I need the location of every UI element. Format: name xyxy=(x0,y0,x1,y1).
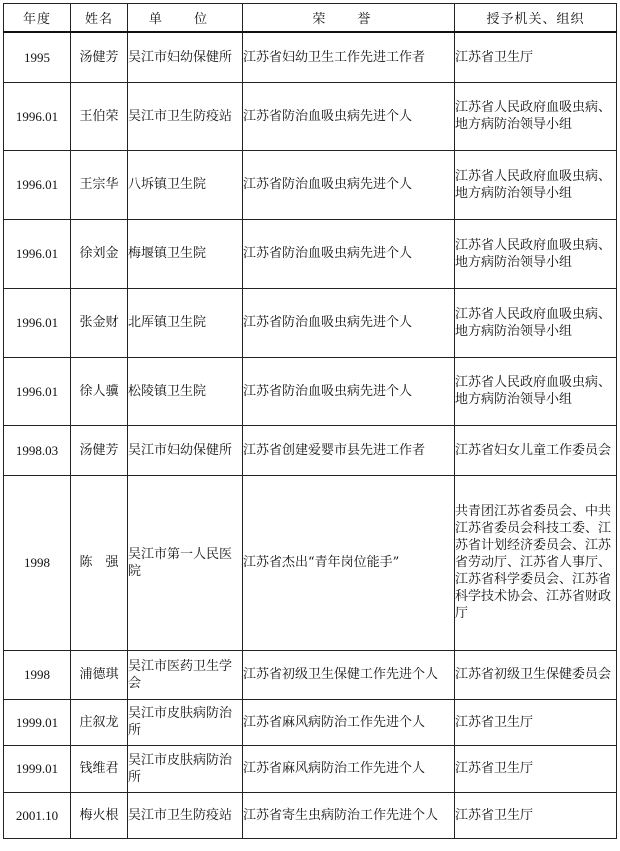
cell-unit: 吴江市第一人民医院 xyxy=(128,475,243,650)
cell-year: 1998 xyxy=(4,650,71,699)
cell-name: 梅火根 xyxy=(71,792,128,838)
cell-name: 王伯荣 xyxy=(71,82,128,150)
header-name: 姓名 xyxy=(71,4,128,33)
cell-org: 共青团江苏省委员会、中共江苏省委员会科技工委、江苏省计划经济委员会、江苏省劳动厅、江苏省人事厅、江苏省科学委员会、江苏省科学技术协会、江苏省财政厅 xyxy=(455,475,617,650)
cell-unit: 吴江市医药卫生学会 xyxy=(128,650,243,699)
cell-org: 江苏省人民政府血吸虫病、地方病防治领导小组 xyxy=(455,357,617,425)
cell-org: 江苏省卫生厅 xyxy=(455,745,617,792)
cell-honor: 江苏省创建爱婴市县先进工作者 xyxy=(243,425,455,475)
cell-honor: 江苏省防治血吸虫病先进个人 xyxy=(243,219,455,288)
cell-org: 江苏省人民政府血吸虫病、地方病防治领导小组 xyxy=(455,219,617,288)
cell-honor: 江苏省防治血吸虫病先进个人 xyxy=(243,82,455,150)
cell-name: 张金财 xyxy=(71,288,128,357)
cell-unit: 吴江市卫生防疫站 xyxy=(128,792,243,838)
table-row xyxy=(4,475,617,650)
table-row xyxy=(4,745,617,792)
cell-honor: 江苏省麻风病防治工作先进个人 xyxy=(243,699,455,745)
cell-org: 江苏省人民政府血吸虫病、地方病防治领导小组 xyxy=(455,288,617,357)
honors-table xyxy=(3,3,617,839)
cell-unit: 松陵镇卫生院 xyxy=(128,357,243,425)
table-row xyxy=(4,699,617,745)
cell-org: 江苏省卫生厅 xyxy=(455,32,617,82)
table-row xyxy=(4,32,617,82)
table-header-row xyxy=(4,4,617,33)
table-row xyxy=(4,425,617,475)
cell-name: 徐刘金 xyxy=(71,219,128,288)
table-row xyxy=(4,219,617,288)
cell-unit: 吴江市卫生防疫站 xyxy=(128,82,243,150)
cell-year: 2001.10 xyxy=(4,792,71,838)
cell-name: 浦德琪 xyxy=(71,650,128,699)
cell-year: 1999.01 xyxy=(4,745,71,792)
cell-org: 江苏省人民政府血吸虫病、地方病防治领导小组 xyxy=(455,82,617,150)
cell-org: 江苏省人民政府血吸虫病、地方病防治领导小组 xyxy=(455,150,617,219)
cell-org: 江苏省妇女儿童工作委员会 xyxy=(455,425,617,475)
cell-year: 1998.03 xyxy=(4,425,71,475)
cell-year: 1995 xyxy=(4,32,71,82)
cell-name: 陈 强 xyxy=(71,475,128,650)
cell-unit: 吴江市妇幼保健所 xyxy=(128,425,243,475)
header-year: 年度 xyxy=(4,4,71,33)
table-row xyxy=(4,288,617,357)
cell-org: 江苏省卫生厅 xyxy=(455,792,617,838)
table-row xyxy=(4,82,617,150)
cell-name: 王宗华 xyxy=(71,150,128,219)
cell-unit: 八坼镇卫生院 xyxy=(128,150,243,219)
cell-honor: 江苏省防治血吸虫病先进个人 xyxy=(243,288,455,357)
cell-honor: 江苏省麻风病防治工作先进个人 xyxy=(243,745,455,792)
cell-org: 江苏省卫生厅 xyxy=(455,699,617,745)
cell-year: 1996.01 xyxy=(4,357,71,425)
cell-year: 1996.01 xyxy=(4,219,71,288)
cell-name: 汤健芳 xyxy=(71,32,128,82)
cell-year: 1996.01 xyxy=(4,288,71,357)
cell-unit: 吴江市皮肤病防治所 xyxy=(128,699,243,745)
cell-honor: 江苏省妇幼卫生工作先进工作者 xyxy=(243,32,455,82)
cell-honor: 江苏省寄生虫病防治工作先进个人 xyxy=(243,792,455,838)
header-org: 授予机关、组织 xyxy=(455,4,617,33)
cell-name: 钱维君 xyxy=(71,745,128,792)
cell-year: 1998 xyxy=(4,475,71,650)
header-honor: 荣 誉 xyxy=(243,4,455,33)
table-row xyxy=(4,150,617,219)
cell-year: 1996.01 xyxy=(4,150,71,219)
cell-honor: 江苏省防治血吸虫病先进个人 xyxy=(243,357,455,425)
table-row xyxy=(4,792,617,838)
cell-unit: 吴江市皮肤病防治所 xyxy=(128,745,243,792)
cell-name: 徐人骥 xyxy=(71,357,128,425)
table-row xyxy=(4,357,617,425)
cell-unit: 梅堰镇卫生院 xyxy=(128,219,243,288)
cell-year: 1999.01 xyxy=(4,699,71,745)
cell-name: 庄叙龙 xyxy=(71,699,128,745)
cell-name: 汤健芳 xyxy=(71,425,128,475)
cell-unit: 吴江市妇幼保健所 xyxy=(128,32,243,82)
cell-honor: 江苏省防治血吸虫病先进个人 xyxy=(243,150,455,219)
cell-honor: 江苏省杰出“青年岗位能手” xyxy=(243,475,455,650)
cell-org: 江苏省初级卫生保健委员会 xyxy=(455,650,617,699)
cell-unit: 北厍镇卫生院 xyxy=(128,288,243,357)
header-unit: 单 位 xyxy=(128,4,243,33)
cell-year: 1996.01 xyxy=(4,82,71,150)
cell-honor: 江苏省初级卫生保健工作先进个人 xyxy=(243,650,455,699)
table-row xyxy=(4,650,617,699)
